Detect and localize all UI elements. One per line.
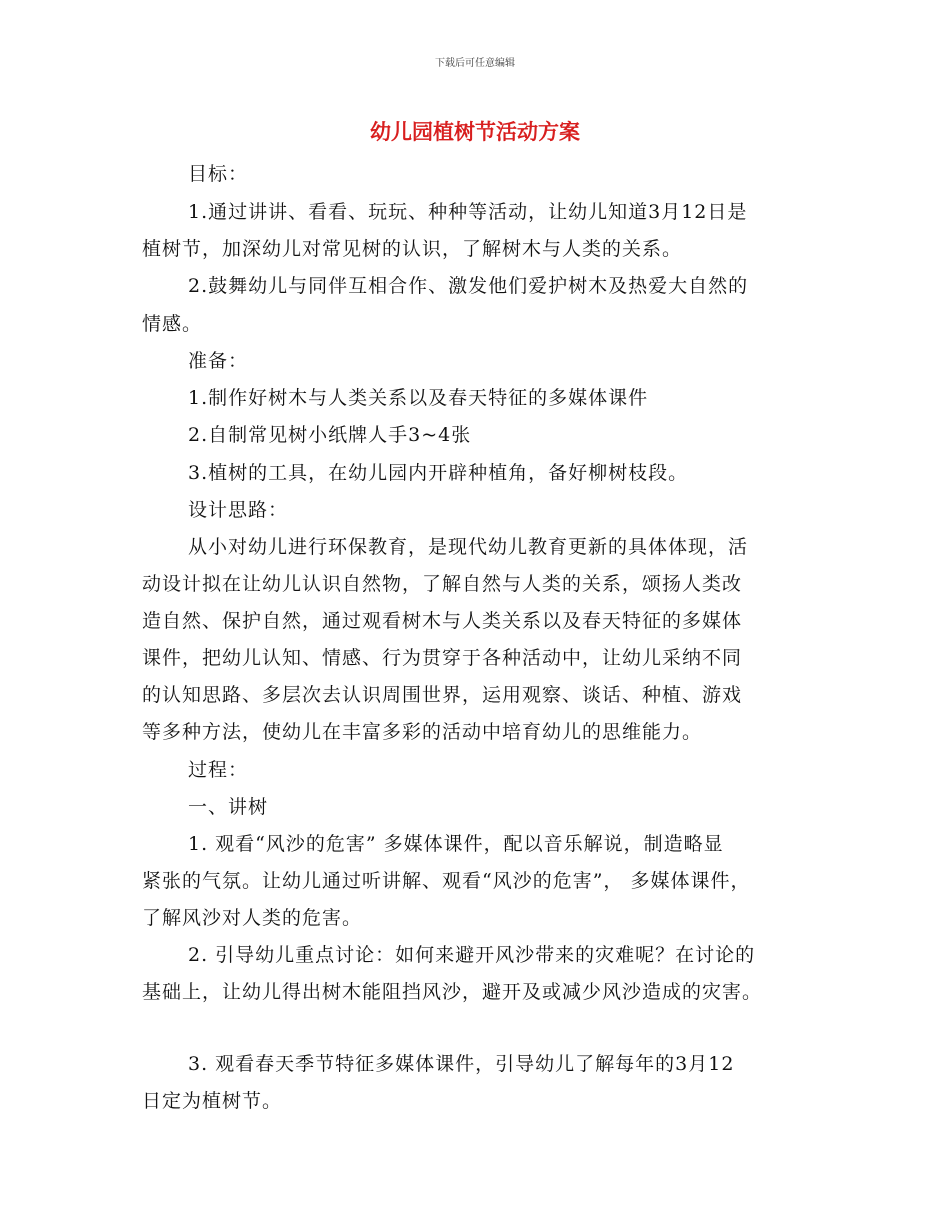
paragraph-line: 造自然、保护自然，通过观看树木与人类关系以及春天特征的多媒体 [142,610,743,632]
paragraph-line: 从小对幼儿进行环保教育，是现代幼儿教育更新的具体体现，活 [188,536,749,558]
paragraph-line: 3. 观看春天季节特征多媒体课件，引导幼儿了解每年的3月12 [188,1053,735,1075]
paragraph-line: 1. 观看“风沙的危害” 多媒体课件，配以音乐解说，制造略显 [188,833,724,855]
heading-design: 设计思路： [188,499,289,521]
paragraph-line: 2.自制常见树小纸牌人手3~4张 [188,424,472,446]
paragraph-line: 1.制作好树木与人类关系以及春天特征的多媒体课件 [188,387,649,409]
paragraph-line: 3.植树的工具，在幼儿园内开辟种植角，备好柳树枝段。 [188,462,689,484]
paragraph-line: 紧张的气氛。让幼儿通过听讲解、观看“风沙的危害”， 多媒体课件， [142,870,751,892]
paragraph-line: 1.通过讲讲、看看、玩玩、种种等活动，让幼儿知道3月12日是 [188,201,748,223]
paragraph-line: 课件，把幼儿认知、情感、行为贯穿于各种活动中，让幼儿采纳不同 [142,647,743,669]
paragraph-line: 了解风沙对人类的危害。 [142,907,363,929]
page-header: 下载后可任意编辑 [435,58,515,69]
paragraph-line: 动设计拟在让幼儿认识自然物，了解自然与人类的关系，颂扬人类改 [142,573,743,595]
paragraph-line: 情感。 [142,313,203,335]
document-title: 幼儿园植树节活动方案 [370,120,580,144]
heading-preparation: 准备： [188,350,249,372]
paragraph-line: 2. 引导幼儿重点讨论：如何来避开风沙带来的灾难呢？在讨论的 [188,944,756,966]
subheading-tree-talk: 一、讲树 [188,796,269,818]
paragraph-line: 的认知思路、多层次去认识周围世界，运用观察、谈话、种植、游戏 [142,684,743,706]
paragraph-line: 基础上，让幼儿得出树木能阻挡风沙，避开及或减少风沙造成的灾害。 [142,981,763,1003]
heading-process: 过程： [188,759,249,781]
paragraph-line: 2.鼓舞幼儿与同伴互相合作、激发他们爱护树木及热爱大自然的 [188,275,749,297]
heading-goal: 目标： [188,163,249,185]
paragraph-line: 植树节，加深幼儿对常见树的认识，了解树木与人类的关系。 [142,238,683,260]
paragraph-line: 日定为植树节。 [142,1090,283,1112]
paragraph-line: 等多种方法，使幼儿在丰富多彩的活动中培育幼儿的思维能力。 [142,721,703,743]
